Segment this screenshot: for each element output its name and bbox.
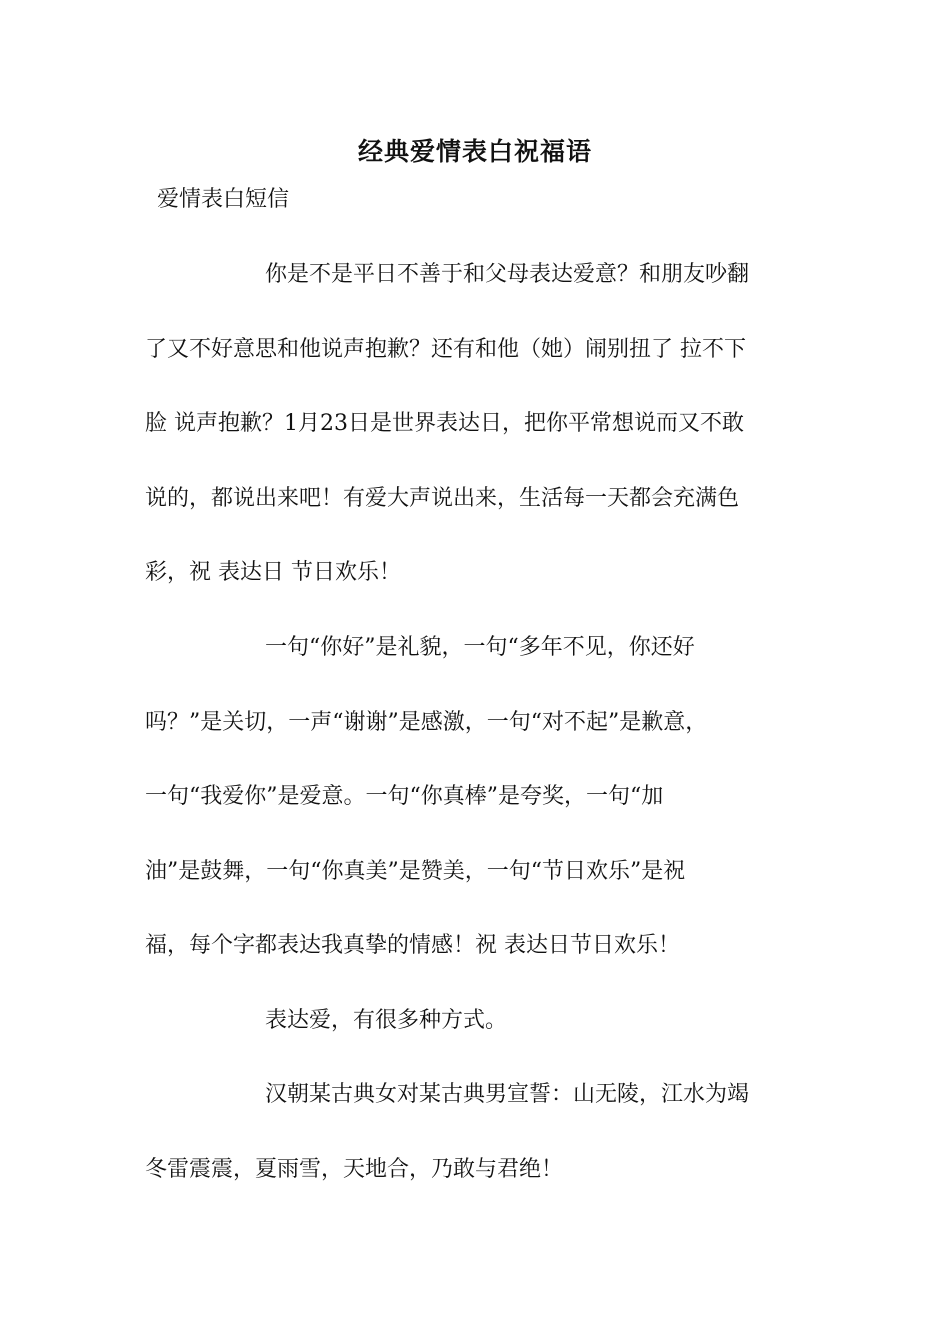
paragraph-line: 油”是鼓舞，一句“你真美”是赞美，一句“节日欢乐”是祝 bbox=[145, 859, 686, 884]
paragraph-line: 吗？”是关切，一声“谢谢”是感激，一句“对不起”是歉意， bbox=[145, 710, 708, 735]
document-subtitle: 爱情表白短信 bbox=[157, 187, 290, 212]
paragraph-line: 说的，都说出来吧！有爱大声说出来，生活每一天都会充满色 bbox=[145, 486, 740, 511]
paragraph-line: 汉朝某古典女对某古典男宣誓：山无陵，江水为竭 bbox=[265, 1082, 750, 1107]
paragraph-line: 了又不好意思和他说声抱歉？还有和他（她）闹别扭了 拉不下 bbox=[145, 337, 746, 362]
paragraph-line: 表达爱，有很多种方式。 bbox=[265, 1008, 508, 1033]
paragraph-line: 一句“你好”是礼貌，一句“多年不见，你还好 bbox=[265, 635, 695, 660]
paragraph-line: 福，每个字都表达我真挚的情感！祝 表达日节日欢乐！ bbox=[145, 933, 680, 958]
paragraph-line: 脸 说声抱歉？1月23日是世界表达日，把你平常想说而又不敢 bbox=[145, 411, 744, 436]
paragraph-line: 彩，祝 表达日 节日欢乐！ bbox=[145, 560, 401, 585]
document-title: 经典爱情表白祝福语 bbox=[357, 137, 592, 166]
paragraph-line: 一句“我爱你”是爱意。一句“你真棒”是夸奖，一句“加 bbox=[145, 784, 664, 809]
paragraph-line: 你是不是平日不善于和父母表达爱意？和朋友吵翻 bbox=[265, 262, 750, 287]
paragraph-line: 冬雷震震，夏雨雪，天地合，乃敢与君绝！ bbox=[145, 1157, 564, 1182]
